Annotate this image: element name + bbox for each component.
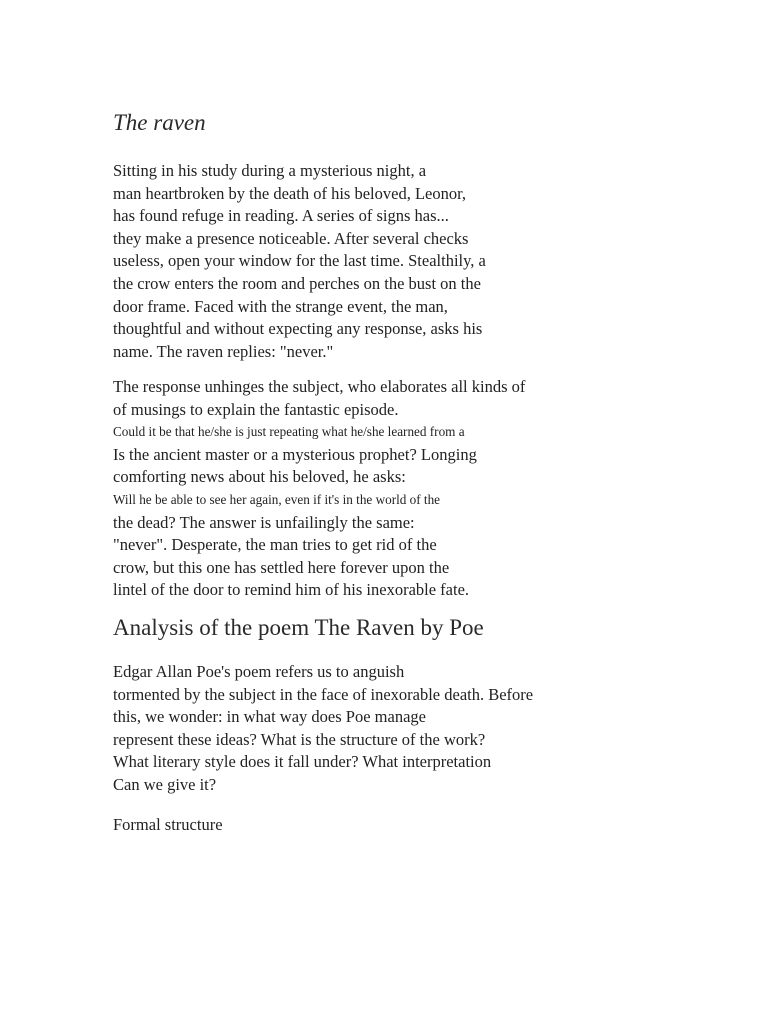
paragraph-response: [113, 376, 525, 602]
subheading-formal-structure: Formal structure: [113, 815, 223, 834]
text-line: the dead? The answer is unfailingly the same:: [113, 512, 415, 532]
text-line: Could it be that he/she is just repeating what he/she learned from a: [113, 424, 465, 440]
text-line: tormented by the subject in the face of inexorable death. Before: [113, 684, 534, 704]
text-line: man heartbroken by the death of his beloved, Leonor,: [113, 183, 467, 203]
text-line: The response unhinges the subject, who elaborates all kinds of: [113, 377, 526, 396]
text-line: What literary style does it fall under? What interpretation: [113, 752, 492, 772]
text-line: Edgar Allan Poe's poem refers us to anguish: [113, 662, 405, 681]
text-line: comforting news about his beloved, he asks:: [113, 467, 406, 487]
text-line: of musings to explain the fantastic episode.: [113, 399, 399, 419]
text-line: they make a presence noticeable. After several checks: [113, 228, 469, 248]
section-heading-analysis: Analysis of the poem The Raven by Poe: [113, 615, 484, 640]
text-line: door frame. Faced with the strange event, the man,: [113, 296, 448, 316]
text-line: has found refuge in reading. A series of signs has...: [113, 206, 449, 226]
text-line: crow, but this one has settled here forever upon the: [113, 557, 450, 577]
text-line: useless, open your window for the last time. Stealthily, a: [113, 251, 486, 271]
text-line: lintel of the door to remind him of his inexorable fate.: [113, 580, 470, 600]
paragraph-plot-summary: [113, 160, 486, 363]
text-line: Will he be able to see her again, even if it's in the world of the: [113, 491, 441, 507]
text-line: "never". Desperate, the man tries to get rid of the: [113, 535, 437, 555]
text-line: thoughtful and without expecting any response, asks his: [113, 319, 483, 339]
text-line: this, we wonder: in what way does Poe manage: [113, 707, 426, 727]
paragraph-analysis-intro: [113, 661, 533, 797]
text-line: the crow enters the room and perches on the bust on the: [113, 273, 481, 293]
text-line: Can we give it?: [113, 774, 217, 794]
text-line: Is the ancient master or a mysterious prophet? Longing: [113, 444, 477, 464]
text-line: Sitting in his study during a mysterious night, a: [113, 161, 427, 180]
document-title: The raven: [113, 110, 206, 135]
text-line: represent these ideas? What is the structure of the work?: [113, 729, 486, 749]
text-line: name. The raven replies: "never.": [113, 341, 334, 361]
